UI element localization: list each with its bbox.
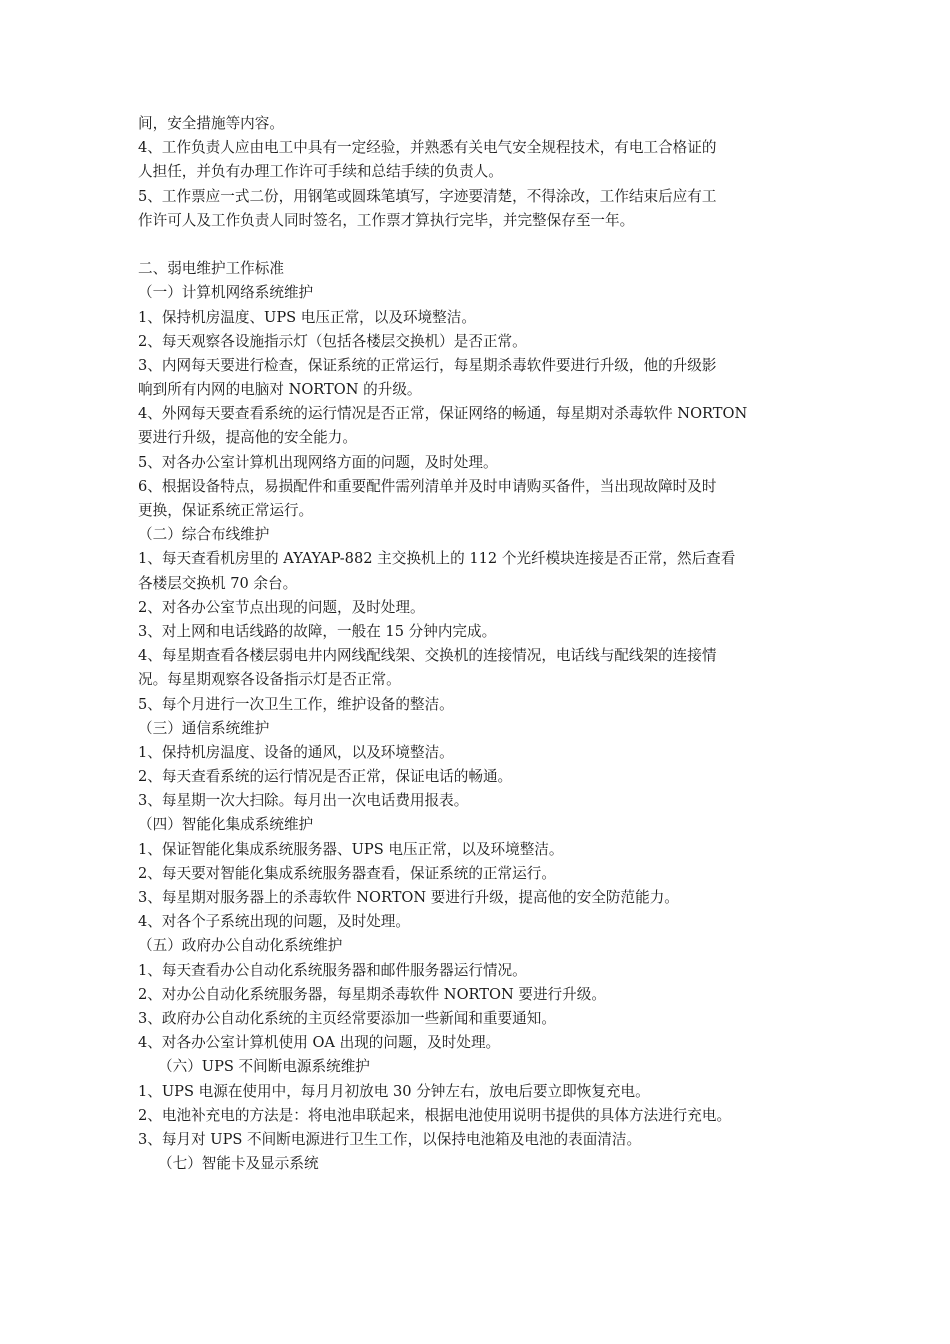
text-line: 1、每天查看机房里的 AYAYAP-882 主交换机上的 112 个光纤模块连接是否正常，然后查看 <box>138 550 736 568</box>
document-body <box>138 112 828 1176</box>
text-line: 2、对办公自动化系统服务器，每星期杀毒软件 NORTON 要进行升级。 <box>138 985 606 1003</box>
text-line: 2、电池补充电的方法是：将电池串联起来，根据电池使用说明书提供的具体方法进行充电。 <box>138 1106 732 1124</box>
text-line: 4、对各个子系统出现的问题，及时处理。 <box>138 913 410 931</box>
text-line: 3、每星期一次大扫除。每月出一次电话费用报表。 <box>138 792 469 810</box>
text-line: 1、保持机房温度、设备的通风，以及环境整洁。 <box>138 743 454 761</box>
subsection-heading: （四）智能化集成系统维护 <box>138 816 314 834</box>
text-line: 3、内网每天要进行检查，保证系统的正常运行，每星期杀毒软件要进行升级，他的升级影 <box>138 356 717 374</box>
text-line: 作许可人及工作负责人同时签名，工作票才算执行完毕，并完整保存至一年。 <box>138 211 635 229</box>
subsection-heading: （五）政府办公自动化系统维护 <box>138 937 343 955</box>
text-line: 6、根据设备特点，易损配件和重要配件需列清单并及时申请购买备件，当出现故障时及时 <box>138 477 717 495</box>
text-line: 2、每天要对智能化集成系统服务器查看，保证系统的正常运行。 <box>138 864 556 882</box>
subsection-heading: （六）UPS 不间断电源系统维护 <box>158 1058 370 1076</box>
subsection-heading: （二）综合布线维护 <box>138 526 270 544</box>
text-line: 4、外网每天要查看系统的运行情况是否正常，保证网络的畅通，每星期对杀毒软件 NORTON <box>138 405 748 423</box>
text-line: 更换，保证系统正常运行。 <box>138 502 314 519</box>
text-line: 4、对各办公室计算机使用 OA 出现的问题，及时处理。 <box>138 1034 501 1052</box>
section-heading: 二、弱电维护工作标准 <box>138 260 284 278</box>
text-line: 要进行升级，提高他的安全能力。 <box>138 429 357 447</box>
text-line: 人担任，并负有办理工作许可手续和总结手续的负责人。 <box>138 163 503 181</box>
text-line: 3、对上网和电话线路的故障，一般在 15 分钟内完成。 <box>138 622 497 640</box>
text-line: 4、每星期查看各楼层弱电井内网线配线架、交换机的连接情况，电话线与配线架的连接情 <box>138 647 717 665</box>
text-line: 2、每天观察各设施指示灯（包括各楼层交换机）是否正常。 <box>138 332 527 350</box>
text-line: 3、每星期对服务器上的杀毒软件 NORTON 要进行升级，提高他的安全防范能力。 <box>138 889 679 906</box>
text-line: 2、对各办公室节点出现的问题，及时处理。 <box>138 598 425 616</box>
text-line: 1、保持机房温度、UPS 电压正常，以及环境整洁。 <box>138 308 476 326</box>
text-line: 1、UPS 电源在使用中，每月月初放电 30 分钟左右，放电后要立即恢复充电。 <box>138 1082 650 1100</box>
paragraph-gap <box>138 233 828 257</box>
text-line: 间，安全措施等内容。 <box>138 115 284 132</box>
text-line: 5、工作票应一式二份，用钢笔或圆珠笔填写，字迹要清楚，不得涂改，工作结束后应有工 <box>138 187 717 205</box>
text-line: 3、政府办公自动化系统的主页经常要添加一些新闻和重要通知。 <box>138 1009 556 1027</box>
text-line: 2、每天查看系统的运行情况是否正常，保证电话的畅通。 <box>138 768 513 786</box>
text-line: 况。每星期观察各设备指示灯是否正常。 <box>138 671 401 689</box>
text-line: 4、工作负责人应由电工中具有一定经验，并熟悉有关电气安全规程技术，有电工合格证的 <box>138 139 717 157</box>
text-line: 1、保证智能化集成系统服务器、UPS 电压正常，以及环境整洁。 <box>138 840 564 858</box>
text-line: 各楼层交换机 70 余台。 <box>138 574 298 592</box>
subsection-heading: （七）智能卡及显示系统 <box>158 1155 319 1173</box>
text-line: 5、对各办公室计算机出现网络方面的问题，及时处理。 <box>138 453 498 471</box>
text-line: 3、每月对 UPS 不间断电源进行卫生工作，以保持电池箱及电池的表面清洁。 <box>138 1130 642 1148</box>
text-line: 响到所有内网的电脑对 NORTON 的升级。 <box>138 381 422 399</box>
subsection-heading: （一）计算机网络系统维护 <box>138 284 314 302</box>
text-line: 5、每个月进行一次卫生工作，维护设备的整洁。 <box>138 695 454 713</box>
text-line: 1、每天查看办公自动化系统服务器和邮件服务器运行情况。 <box>138 961 527 979</box>
subsection-heading: （三）通信系统维护 <box>138 719 270 737</box>
